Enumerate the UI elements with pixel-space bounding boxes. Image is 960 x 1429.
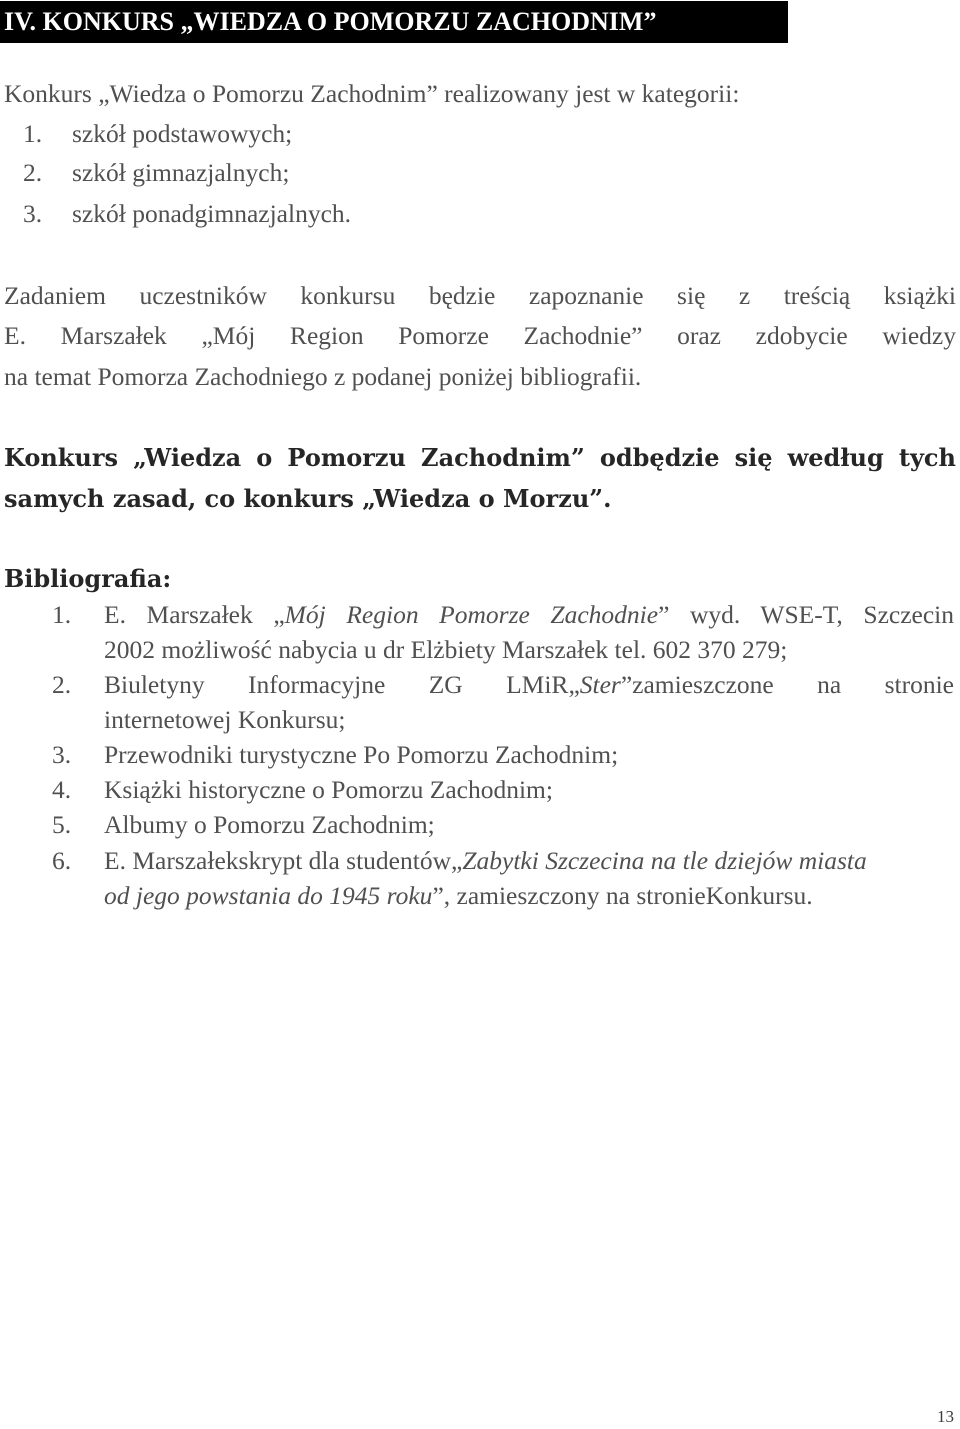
bibliography-number: 1. [52, 600, 72, 629]
intro-line: Konkurs „Wiedza o Pomorzu Zachodnim” realizowany jest w kategorii: [4, 79, 740, 108]
task-paragraph-line: E. Marszałek „Mój Region Pomorze Zachodnie” oraz zdobycie wiedzy [4, 321, 956, 350]
bibliography-number: 3. [52, 740, 72, 769]
bibliography-item-line: od jego powstania do 1945 roku”, zamieszczony na stronieKonkursu. [104, 881, 813, 910]
category-number: 2. [23, 158, 43, 187]
rules-paragraph-line: Konkurs „Wiedza o Pomorzu Zachodnim” odbędzie się według tych [4, 443, 956, 472]
rules-paragraph-line: samych zasad, co konkurs „Wiedza o Morzu”. [4, 484, 612, 513]
bibliography-title: Bibliografia: [4, 564, 172, 593]
bibliography-number: 6. [52, 846, 72, 875]
category-number: 3. [23, 199, 43, 228]
task-paragraph-line: na temat Pomorza Zachodniego z podanej poniżej bibliografii. [4, 362, 642, 391]
bibliography-item-line: Biuletyny Informacyjne ZG LMiR„Ster”zamieszczone na stronie [104, 670, 954, 699]
bibliography-item-line: E. Marszałek „Mój Region Pomorze Zachodnie” wyd. WSE-T, Szczecin [104, 600, 954, 629]
category-item: szkół ponadgimnazjalnych. [72, 199, 352, 228]
bibliography-item-line: internetowej Konkursu; [104, 705, 346, 734]
bibliography-number: 5. [52, 810, 72, 839]
section-heading: IV. KONKURS „WIEDZA O POMORZU ZACHODNIM” [0, 1, 788, 43]
category-item: szkół podstawowych; [72, 119, 293, 148]
bibliography-item-line: Książki historyczne o Pomorzu Zachodnim; [104, 775, 553, 804]
page-number: 13 [937, 1407, 954, 1426]
category-number: 1. [23, 119, 43, 148]
bibliography-item-line: 2002 możliwość nabycia u dr Elżbiety Marszałek tel. 602 370 279; [104, 635, 788, 664]
bibliography-item-line: Przewodniki turystyczne Po Pomorzu Zachodnim; [104, 740, 619, 769]
bibliography-item-line: E. Marszałekskrypt dla studentów„Zabytki Szczecina na tle dziejów miasta [104, 846, 867, 875]
task-paragraph-line: Zadaniem uczestników konkursu będzie zapoznanie się z treścią książki [4, 281, 956, 310]
category-item: szkół gimnazjalnych; [72, 158, 290, 187]
bibliography-item-line: Albumy o Pomorzu Zachodnim; [104, 810, 435, 839]
bibliography-number: 4. [52, 775, 72, 804]
bibliography-number: 2. [52, 670, 72, 699]
